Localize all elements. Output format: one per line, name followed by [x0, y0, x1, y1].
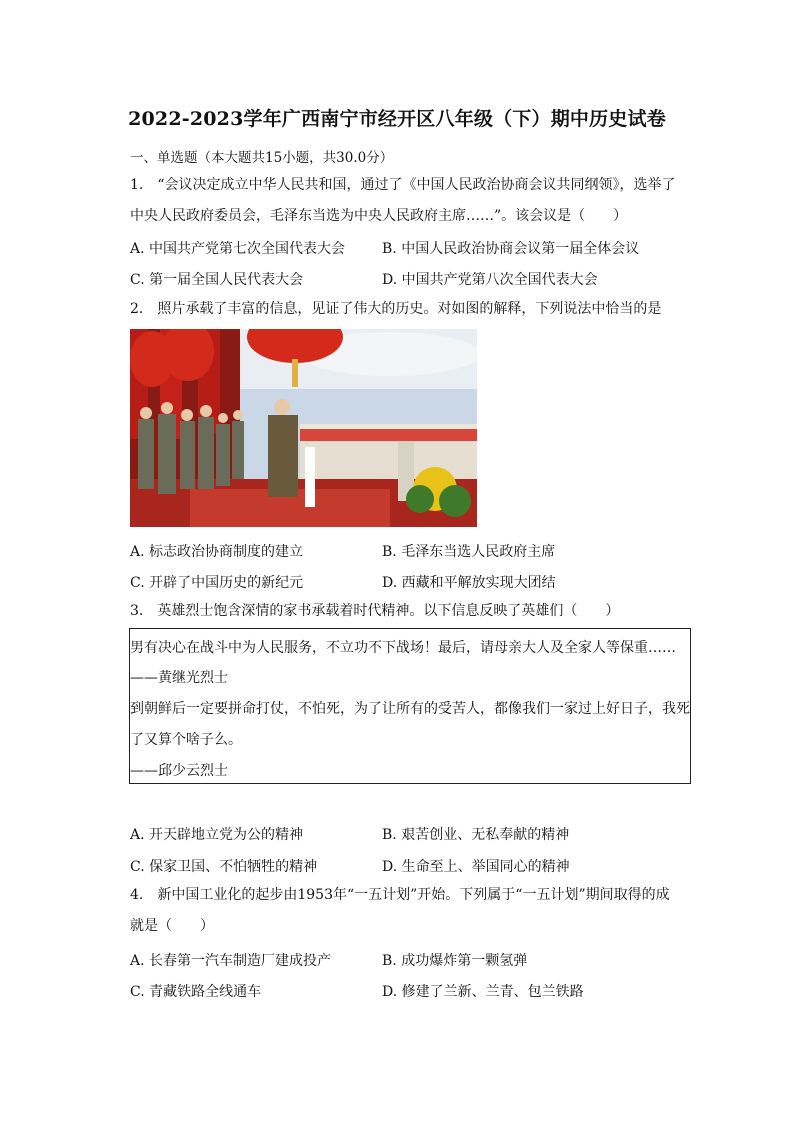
quote-line-2: 到朝鲜后一定要拼命打仗，不怕死，为了让所有的受苦人，都像我们一家过上好日子，我死: [130, 701, 690, 717]
q4-option-d[interactable]: D. 修建了兰新、兰青、包兰铁路: [382, 984, 584, 1000]
question-4-line-1: 4. 新中国工业化的起步由1953年“一五计划”开始。下列属于“一五计划”期间取得的成: [130, 887, 670, 903]
question-4-line-2: 就是（ ）: [130, 918, 214, 934]
q2-option-b[interactable]: B. 毛泽东当选人民政府主席: [382, 544, 556, 560]
q4-option-b[interactable]: B. 成功爆炸第一颗氢弹: [382, 953, 528, 969]
q2-option-d[interactable]: D. 西藏和平解放实现大团结: [382, 575, 556, 591]
section-heading: 一、单选题（本大题共15小题，共30.0分）: [130, 150, 394, 166]
q2-option-a[interactable]: A. 标志政治协商制度的建立: [130, 544, 304, 560]
question-3-line-1: 3. 英雄烈士饱含深情的家书承载着时代精神。以下信息反映了英雄们（ ）: [130, 603, 620, 619]
q4-option-a[interactable]: A. 长春第一汽车制造厂建成投产: [130, 953, 332, 969]
q2-option-c[interactable]: C. 开辟了中国历史的新纪元: [130, 575, 304, 591]
quote-line-1: 男有决心在战斗中为人民服务，不立功不下战场！最后，请母亲大人及全家人等保重……: [130, 640, 676, 656]
exam-title: 2022-2023学年广西南宁市经开区八年级（下）期中历史试卷: [128, 108, 666, 130]
question-2-line-1: 2. 照片承载了丰富的信息，见证了伟大的历史。对如图的解释，下列说法中恰当的是: [130, 301, 662, 317]
question-1: [130, 170, 695, 232]
question-1-line-1: 1. “会议决定成立中华人民共和国，通过了《中国人民政治协商会议共同纲领》，选举了: [130, 177, 676, 193]
q1-option-d[interactable]: D. 中国共产党第八次全国代表大会: [382, 272, 598, 288]
question-3: [130, 596, 695, 627]
q1-option-c[interactable]: C. 第一届全国人民代表大会: [130, 272, 304, 288]
q4-option-c[interactable]: C. 青藏铁路全线通车: [130, 984, 262, 1000]
question-4: [130, 880, 695, 942]
q3-option-a[interactable]: A. 开天辟地立党为公的精神: [130, 827, 304, 843]
q3-option-d[interactable]: D. 生命至上、举国同心的精神: [382, 859, 570, 875]
question-1-line-2: 中央人民政府委员会，毛泽东当选为中央人民政府主席……”。该会议是（ ）: [130, 208, 628, 224]
q3-option-b[interactable]: B. 艰苦创业、无私奉献的精神: [382, 827, 570, 843]
q3-option-c[interactable]: C. 保家卫国、不怕牺牲的精神: [130, 859, 318, 875]
quote-attribution-1: ——黄继光烈士: [130, 670, 228, 686]
quote-line-3: 了又算个啥子么。: [130, 732, 242, 748]
quote-attribution-2: ——邱少云烈士: [130, 763, 228, 779]
founding-ceremony-painting: [130, 329, 477, 527]
martyr-letters-box: [129, 628, 691, 784]
q1-option-b[interactable]: B. 中国人民政治协商会议第一届全体会议: [382, 241, 640, 257]
q1-option-a[interactable]: A. 中国共产党第七次全国代表大会: [130, 241, 346, 257]
